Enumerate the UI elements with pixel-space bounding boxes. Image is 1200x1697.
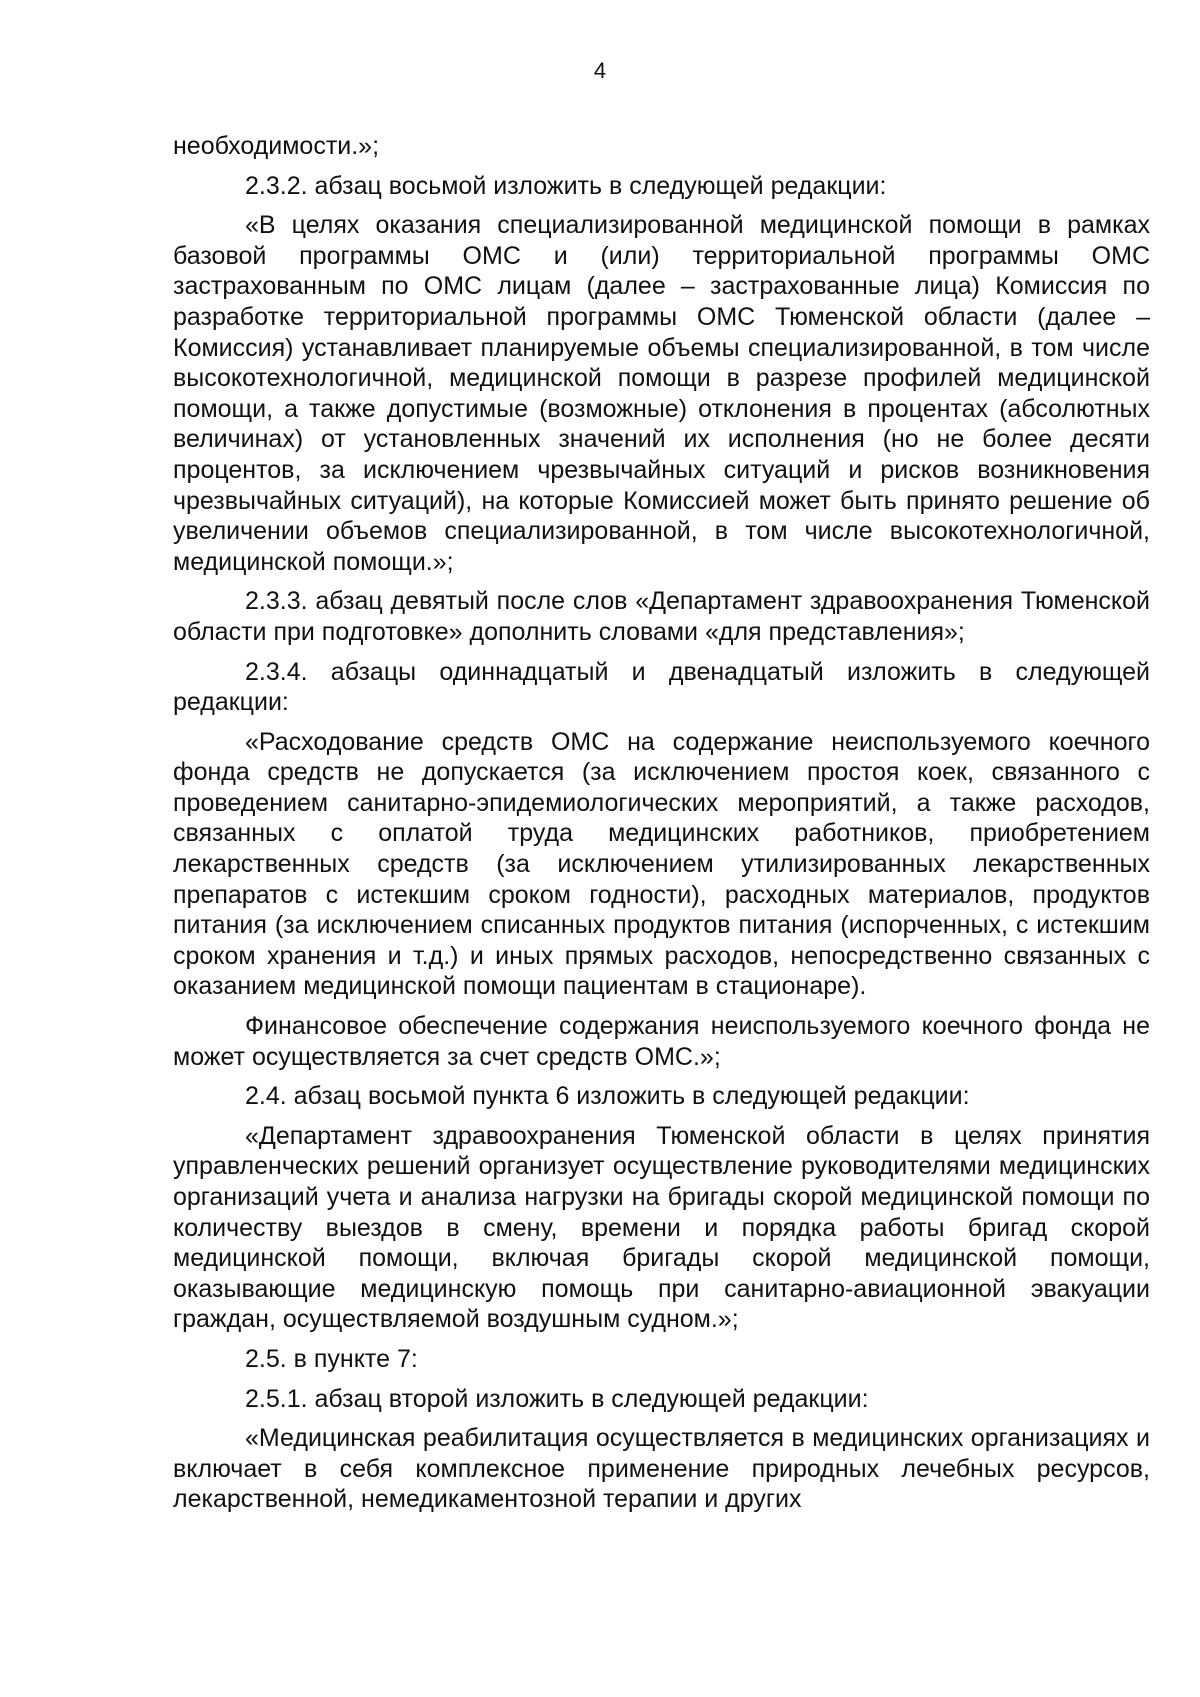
paragraph-4: 2.3.3. абзац девятый после слов «Департамент здравоохранения Тюменской области при подготовке» дополнить словами «для представления»; — [173, 587, 1150, 646]
paragraph-1: необходимости.»; — [173, 132, 380, 160]
paragraph-10: 2.5. в пункте 7: — [245, 1344, 418, 1373]
page-number: 4 — [593, 58, 607, 83]
paragraph-3: «В целях оказания специализированной медицинской помощи в рамках базовой программы ОМС и (или) территориальной программы ОМС застрахованным по ОМС лицам (далее – застрахованные лица) Комиссия по разработке территориальной программы ОМС Тюменской области (далее – Комиссия) устанавливает планируемые объемы специализированной, в том числе высокотехнологичной, медицинской помощи в разрезе профилей медицинской помощи, а также допустимые (возможные) отклонения в процентах (абсолютных величинах) от установленных значений их исполнения (но не более десяти процентов, за исключением чрезвычайных ситуаций и рисков возникновения чрезвычайных ситуаций), на которые Комиссией может быть принято решение об увеличении объемов специализированной, в том числе высокотехнологичной, медицинской помощи.»; — [173, 211, 1150, 576]
paragraph-2: 2.3.2. абзац восьмой изложить в следующей редакции: — [245, 171, 887, 200]
paragraph-5: 2.3.4. абзацы одиннадцатый и двенадцатый изложить в следующей редакции: — [173, 657, 1150, 717]
paragraph-8: 2.4. абзац восьмой пункта 6 изложить в следующей редакции: — [245, 1082, 970, 1111]
paragraph-9: «Департамент здравоохранения Тюменской области в целях принятия управленческих решений организует осуществление руководителями медицинских организаций учета и анализа нагрузки на бригады скорой медицинской помощи по количеству выездов в смену, времени и порядка работы бригад скорой медицинской помощи, включая бригады скорой медицинской помощи, оказывающие медицинскую помощь при санитарно-авиационной эвакуации граждан, осуществляемой воздушным судном.»; — [173, 1121, 1150, 1334]
paragraph-7: Финансовое обеспечение содержания неиспользуемого коечного фонда не может осуществляется за счет средств ОМС.»; — [173, 1012, 1150, 1071]
paragraph-11: 2.5.1. абзац второй изложить в следующей редакции: — [245, 1384, 869, 1413]
document-body — [173, 131, 1150, 1524]
paragraph-6: «Расходование средств ОМС на содержание неиспользуемого коечного фонда средств не допускается (за исключением простоя коек, связанного с проведением санитарно-эпидемиологических мероприятий, а также расходов, связанных с оплатой труда медицинских работников, приобретением лекарственных средств (за исключением утилизированных лекарственных препаратов с истекшим сроком годности), расходных материалов, продуктов питания (за исключением списанных продуктов питания (испорченных, с истекшим сроком хранения и т.д.) и иных прямых расходов, непосредственно связанных с оказанием медицинской помощи пациентам в стационаре). — [173, 727, 1150, 1001]
paragraph-12: «Медицинская реабилитация осуществляется в медицинских организациях и включает в себя комплексное применение природных лечебных ресурсов, лекарственной, немедикаментозной терапии и других — [173, 1424, 1150, 1514]
